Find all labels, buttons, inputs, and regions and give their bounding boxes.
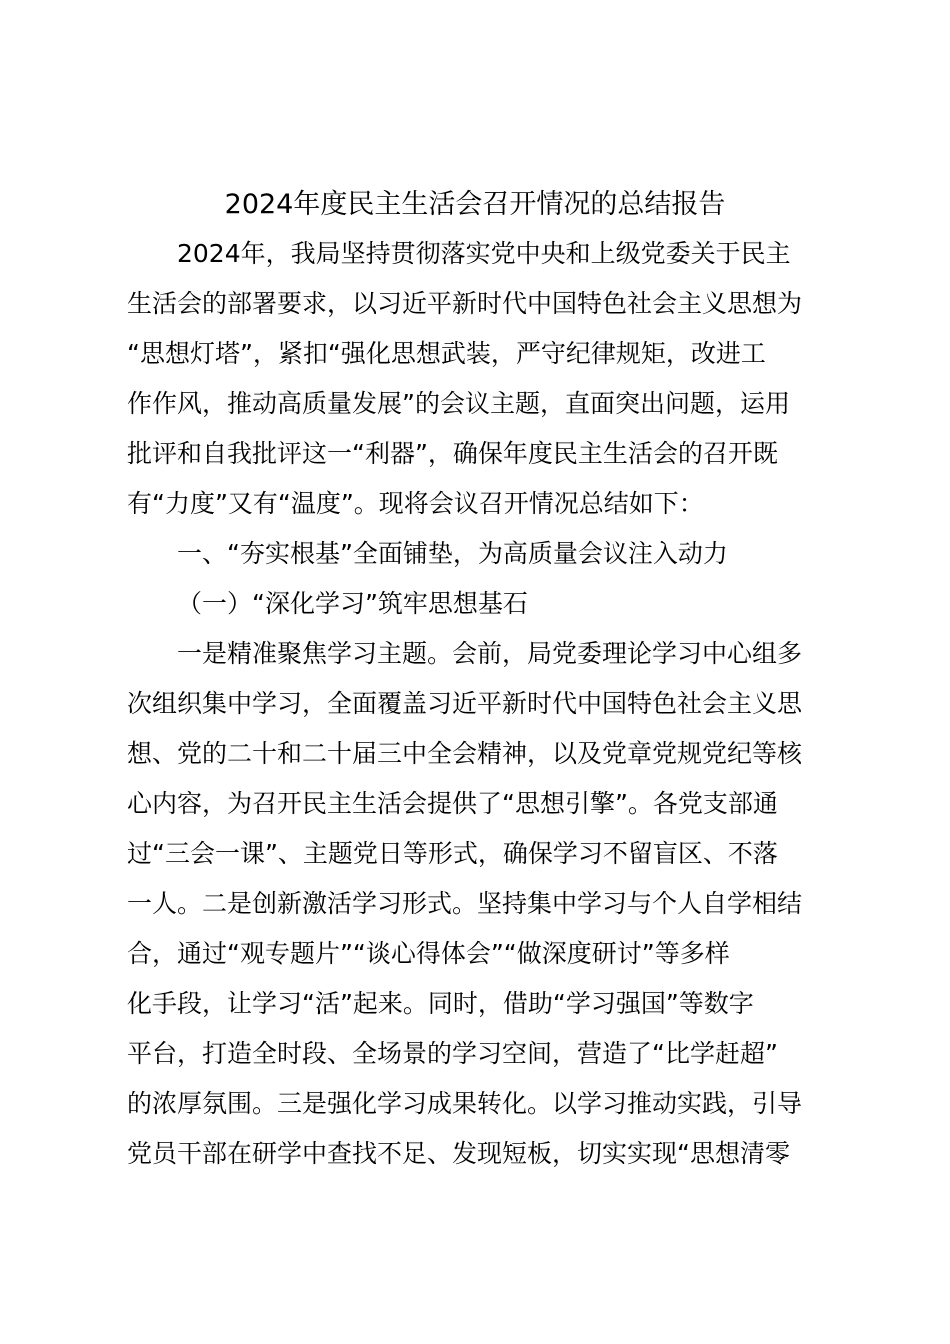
paragraph-line: 想、党的二十和二十届三中全会精神，以及党章党规党纪等核: [127, 739, 803, 768]
paragraph-line: 有“力度”又有“温度”。现将会议召开情况总结如下：: [127, 489, 704, 518]
paragraph-line: 化手段，让学习“活”起来。同时，借助“学习强国”等数字: [127, 989, 754, 1018]
paragraph-line: 作作风，推动高质量发展”的会议主题，直面突出问题，运用: [127, 389, 790, 418]
section-heading: 一、“夯实根基”全面铺垫，为高质量会议注入动力: [177, 539, 728, 568]
paragraph-line: 心内容，为召开民主生活会提供了“思想引擎”。各党支部通: [127, 789, 778, 818]
paragraph-line: 党员干部在研学中查找不足、发现短板，切实实现“思想清零: [127, 1139, 790, 1168]
paragraph-line: 2024年，我局坚持贯彻落实党中央和上级党委关于民主: [177, 239, 791, 268]
paragraph-line: 过“三会一课”、主题党日等形式，确保学习不留盲区、不落: [127, 839, 778, 868]
paragraph-line: 的浓厚氛围。三是强化学习成果转化。以学习推动实践，引导: [127, 1089, 803, 1118]
paragraph-line: 生活会的部署要求，以习近平新时代中国特色社会主义思想为: [127, 289, 803, 318]
paragraph-line: 一人。二是创新激活学习形式。坚持集中学习与个人自学相结: [127, 889, 803, 918]
paragraph-line: 合，通过“观专题片”“谈心得体会”“做深度研讨”等多样: [127, 939, 730, 968]
paragraph-line: “思想灯塔”，紧扣“强化思想武装，严守纪律规矩，改进工: [127, 339, 766, 368]
subsection-heading: （一）“深化学习”筑牢思想基石: [177, 589, 528, 618]
paragraph-line: 批评和自我批评这一“利器”，确保年度民主生活会的召开既: [127, 439, 778, 468]
paragraph-line: 次组织集中学习，全面覆盖习近平新时代中国特色社会主义思: [127, 689, 803, 718]
document-title: 2024年度民主生活会召开情况的总结报告: [224, 189, 726, 220]
paragraph-line: 平台，打造全时段、全场景的学习空间，营造了“比学赶超”: [127, 1039, 778, 1068]
paragraph-line: 一是精准聚焦学习主题。会前，局党委理论学习中心组多: [177, 639, 803, 668]
